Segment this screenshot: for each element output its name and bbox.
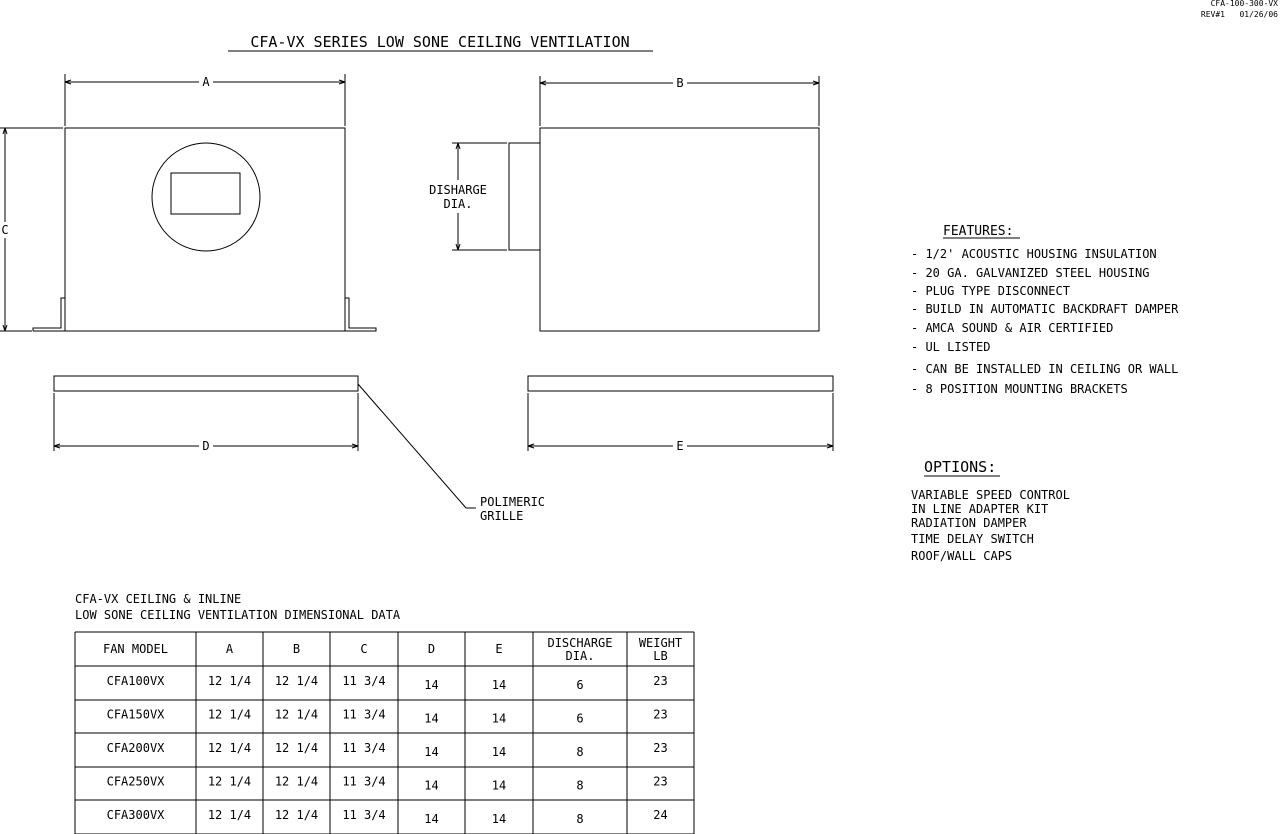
drawing-id: CFA-100-300-VX xyxy=(1210,0,1278,8)
dimensional-data-table xyxy=(75,632,694,834)
front-damper-opening xyxy=(171,173,240,214)
table-cell: 12 1/4 xyxy=(207,674,252,688)
table-cell: 14 xyxy=(424,812,439,826)
table-header-cell: B xyxy=(292,642,301,656)
table-cell: 12 1/4 xyxy=(207,707,252,722)
option-item: ROOF/WALL CAPS xyxy=(911,549,1013,563)
table-cell: 8 xyxy=(576,812,584,826)
revision-date: 01/26/06 xyxy=(1239,10,1278,19)
front-duct-collar xyxy=(152,143,260,251)
side-housing xyxy=(540,128,819,331)
table-cell: 12 1/4 xyxy=(207,774,252,789)
front-view xyxy=(0,74,376,331)
feature-item: - 8 POSITION MOUNTING BRACKETS xyxy=(911,382,1128,396)
discharge-collar xyxy=(509,143,540,250)
table-header-cell: A xyxy=(225,642,234,656)
grille-front xyxy=(54,376,358,391)
table-cell: 12 1/4 xyxy=(207,741,252,755)
table-cell: 14 xyxy=(491,778,507,793)
table-cell: 14 xyxy=(424,745,439,759)
feature-item: - UL LISTED xyxy=(911,340,991,354)
table-cell: 14 xyxy=(491,745,507,759)
features-heading: FEATURES: xyxy=(943,224,1014,239)
dimension-c-label: C xyxy=(1,223,9,237)
left-mounting-bracket xyxy=(33,298,65,331)
table-header-cell: E xyxy=(495,642,503,656)
table-cell: 24 xyxy=(653,808,668,822)
feature-item: - 1/2' ACOUSTIC HOUSING INSULATION xyxy=(911,247,1157,261)
table-cell: 8 xyxy=(576,778,584,793)
table-cell: 11 3/4 xyxy=(342,707,386,722)
table-cell: 23 xyxy=(653,741,668,755)
table-header-cell: DIA. xyxy=(565,649,595,663)
table-header-cell: LB xyxy=(653,649,668,663)
table-cell: 12 1/4 xyxy=(274,808,319,822)
table-cell: 8 xyxy=(576,745,584,759)
feature-item: - AMCA SOUND & AIR CERTIFIED xyxy=(911,321,1114,335)
table-cell: 11 3/4 xyxy=(342,774,386,789)
table-cell: 12 1/4 xyxy=(274,741,319,755)
table-cell: 23 xyxy=(653,774,668,789)
table-header-cell: FAN MODEL xyxy=(102,642,169,656)
table-header-cell: WEIGHT xyxy=(638,636,683,650)
table-model-cell: CFA200VX xyxy=(106,741,165,755)
table-cell: 14 xyxy=(424,711,439,726)
grille-front-view xyxy=(54,376,545,523)
option-item: VARIABLE SPEED CONTROL xyxy=(911,488,1070,502)
side-view xyxy=(429,76,819,331)
table-model-cell: CFA150VX xyxy=(106,707,165,722)
feature-item: - 20 GA. GALVANIZED STEEL HOUSING xyxy=(911,266,1150,280)
feature-item: - PLUG TYPE DISCONNECT xyxy=(911,284,1070,298)
table-model-cell: CFA100VX xyxy=(106,674,165,688)
grille-side xyxy=(528,376,833,391)
grille-label-line1: POLIMERIC xyxy=(480,495,546,509)
discharge-label-line2: DIA. xyxy=(443,197,473,211)
table-cell: 12 1/4 xyxy=(207,808,252,822)
dimension-b-label: B xyxy=(676,76,684,90)
grille-leader-line xyxy=(358,384,476,508)
table-header-cell: D xyxy=(427,642,436,656)
sheet-title: CFA-VX SERIES LOW SONE CEILING VENTILATION xyxy=(250,33,630,51)
table-model-cell: CFA300VX xyxy=(106,808,165,822)
table-cell: 11 3/4 xyxy=(342,808,386,822)
dimension-e-label: E xyxy=(676,439,684,453)
table-model-cell: CFA250VX xyxy=(106,774,165,789)
table-caption-line2: LOW SONE CEILING VENTILATION DIMENSIONAL DATA xyxy=(75,608,401,622)
table-cell: 6 xyxy=(576,711,584,726)
table-cell: 14 xyxy=(424,778,439,793)
table-caption-line1: CFA-VX CEILING & INLINE xyxy=(75,592,242,606)
table-cell: 23 xyxy=(653,674,668,688)
options-block xyxy=(911,458,1070,563)
front-housing xyxy=(65,128,345,331)
table-cell: 6 xyxy=(576,678,584,692)
features-block xyxy=(911,224,1179,396)
table-cell: 12 1/4 xyxy=(274,707,319,722)
option-item: TIME DELAY SWITCH xyxy=(911,532,1034,546)
table-cell: 14 xyxy=(491,711,507,726)
discharge-label-line1: DISHARGE xyxy=(429,183,487,197)
table-cell: 23 xyxy=(653,707,668,722)
grille-side-view xyxy=(528,376,833,453)
grille-label-line2: GRILLE xyxy=(480,509,524,523)
right-mounting-bracket xyxy=(345,298,376,331)
table-cell: 12 1/4 xyxy=(274,774,319,789)
table-cell: 14 xyxy=(491,812,507,826)
revision-label: REV#1 xyxy=(1200,10,1225,19)
table-header-cell: C xyxy=(360,642,368,656)
table-cell: 12 1/4 xyxy=(274,674,319,688)
options-heading: OPTIONS: xyxy=(924,458,997,476)
dimension-a-label: A xyxy=(202,75,210,89)
table-cell: 11 3/4 xyxy=(342,674,386,688)
feature-item: - BUILD IN AUTOMATIC BACKDRAFT DAMPER xyxy=(911,302,1179,316)
option-item: RADIATION DAMPER xyxy=(911,516,1027,530)
feature-item: - CAN BE INSTALLED IN CEILING OR WALL xyxy=(911,362,1179,376)
dimension-d-label: D xyxy=(202,439,210,453)
table-cell: 14 xyxy=(491,678,507,692)
table-cell: 11 3/4 xyxy=(342,741,386,755)
table-cell: 14 xyxy=(424,678,439,692)
option-item: IN LINE ADAPTER KIT xyxy=(911,502,1049,516)
table-header-cell: DISCHARGE xyxy=(547,636,613,650)
